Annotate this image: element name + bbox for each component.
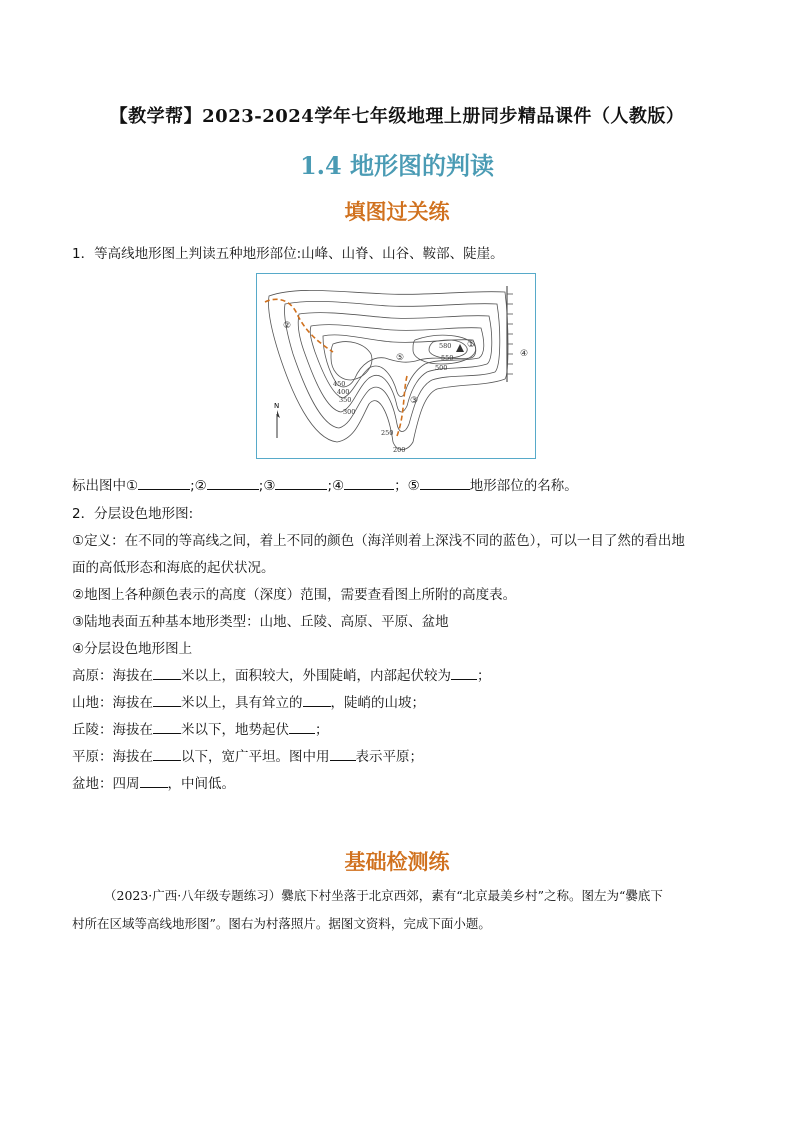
contour-map-svg	[257, 274, 534, 457]
blank-3[interactable]	[275, 476, 327, 490]
fill-sep-3: ;	[327, 478, 333, 494]
plain-text-c: 表示平原；	[355, 749, 423, 765]
contour-label-350: 350	[339, 396, 352, 404]
fill-sep-2: ;	[258, 478, 264, 494]
contour-250	[284, 301, 499, 431]
section-title-fill-map: 填图过关练	[344, 199, 450, 224]
mountain-text-a: 山地：海拔在	[72, 695, 153, 711]
intro-line-1: （2023·广西·八年级专题练习）爨底下村坐落于北京西郊，素有“北京最美乡村”之称。图左为“爨底下	[104, 888, 663, 903]
basin-text-a: 盆地：四周	[72, 776, 140, 792]
fill-sep-1: ;	[190, 478, 195, 494]
marker-3: ③	[410, 396, 419, 406]
valley-line	[397, 376, 407, 436]
fill-marker-4: ④	[332, 478, 345, 494]
hill-blank-2[interactable]	[289, 720, 315, 734]
lesson-title: 1.4 地形图的判读	[299, 151, 495, 180]
contour-label-200: 200	[393, 446, 406, 454]
q2-point-3: ③陆地表面五种基本地形类型：山地、丘陵、高原、平原、盆地	[72, 614, 449, 630]
plateau-text-c: ；	[477, 668, 491, 684]
marker-2: ②	[283, 321, 292, 331]
fill-marker-2: ②	[194, 478, 207, 494]
contour-label-450: 450	[333, 380, 346, 388]
question-2-title: 2．分层设色地形图:	[72, 506, 194, 522]
north-label: N	[274, 402, 280, 410]
blank-2[interactable]	[207, 476, 259, 490]
marker-1: ①	[467, 340, 476, 350]
plain-blank-2[interactable]	[330, 747, 356, 761]
blank-5[interactable]	[420, 476, 470, 490]
contour-label-500: 500	[435, 364, 448, 372]
q2-mountain-line	[72, 691, 425, 711]
document-header-title: 【教学帮】2023-2024学年七年级地理上册同步精品课件（人教版）	[109, 106, 685, 127]
q2-basin-line	[72, 772, 235, 792]
plateau-blank-2[interactable]	[451, 666, 477, 680]
contour-label-400: 400	[337, 388, 350, 396]
q2-definition-line2: 面的高低形态和海底的起伏状况。	[72, 560, 275, 576]
fill-suffix: 地形部位的名称。	[469, 478, 578, 494]
contour-450	[331, 342, 372, 380]
contour-200	[268, 290, 508, 449]
basin-blank-1[interactable]	[140, 774, 168, 788]
hill-text-a: 丘陵：海拔在	[72, 722, 153, 738]
q2-hill-line	[72, 718, 329, 738]
plain-blank-1[interactable]	[153, 747, 181, 761]
hill-text-b: 米以下，地势起伏	[181, 722, 289, 738]
fill-marker-3: ③	[263, 478, 276, 494]
marker-5: ⑤	[396, 353, 405, 363]
basin-text-b: ，中间低。	[167, 776, 235, 792]
plain-text-b: 以下，宽广平坦。图中用	[181, 749, 330, 765]
peak-triangle	[456, 344, 464, 352]
mountain-blank-2[interactable]	[303, 693, 331, 707]
hill-text-c: ；	[315, 722, 329, 738]
fill-sep-4: ；	[394, 478, 408, 494]
contour-label-550: 550	[441, 354, 454, 362]
ridge-line	[265, 299, 333, 352]
intro-line-2: 村所在区域等高线地形图”。图右为村落照片。据图文资料，完成下面小题。	[72, 916, 491, 931]
plateau-text-a: 高原：海拔在	[72, 668, 153, 684]
cliff-hatching	[507, 286, 513, 382]
fill-marker-1: ①	[126, 478, 139, 494]
contour-label-250: 250	[381, 429, 394, 437]
question-1-fill-line	[72, 474, 578, 494]
q2-point-2: ②地图上各种颜色表示的高度（深度）范围，需要查看图上所附的高度表。	[72, 587, 517, 603]
fill-prefix: 标出图中	[72, 478, 126, 494]
blank-4[interactable]	[344, 476, 394, 490]
contour-label-580: 580	[439, 342, 452, 350]
hill-blank-1[interactable]	[153, 720, 181, 734]
q2-plain-line	[72, 745, 423, 765]
mountain-text-b: 米以上，具有耸立的	[181, 695, 303, 711]
mountain-text-c: ，陡峭的山坡；	[330, 695, 425, 711]
north-arrow-icon	[277, 410, 280, 438]
marker-4: ④	[520, 349, 529, 359]
q2-plateau-line	[72, 664, 491, 684]
blank-1[interactable]	[138, 476, 190, 490]
q2-point-4: ④分层设色地形图上	[72, 641, 193, 657]
fill-marker-5: ⑤	[407, 478, 420, 494]
section-title-basic-test: 基础检测练	[344, 849, 450, 874]
contour-map-figure	[256, 273, 536, 459]
contour-label-300: 300	[343, 408, 356, 416]
q2-definition-line1: ①定义：在不同的等高线之间，着上不同的颜色（海洋则着上深浅不同的蓝色），可以一目了然的看出地	[72, 533, 685, 549]
plateau-text-b: 米以上，面积较大，外围陡峭，内部起伏较为	[181, 668, 451, 684]
plain-text-a: 平原：海拔在	[72, 749, 153, 765]
plateau-blank-1[interactable]	[153, 666, 181, 680]
mountain-blank-1[interactable]	[153, 693, 181, 707]
question-1-text: 1．等高线地形图上判读五种地形部位:山峰、山脊、山谷、鞍部、陡崖。	[72, 246, 504, 262]
